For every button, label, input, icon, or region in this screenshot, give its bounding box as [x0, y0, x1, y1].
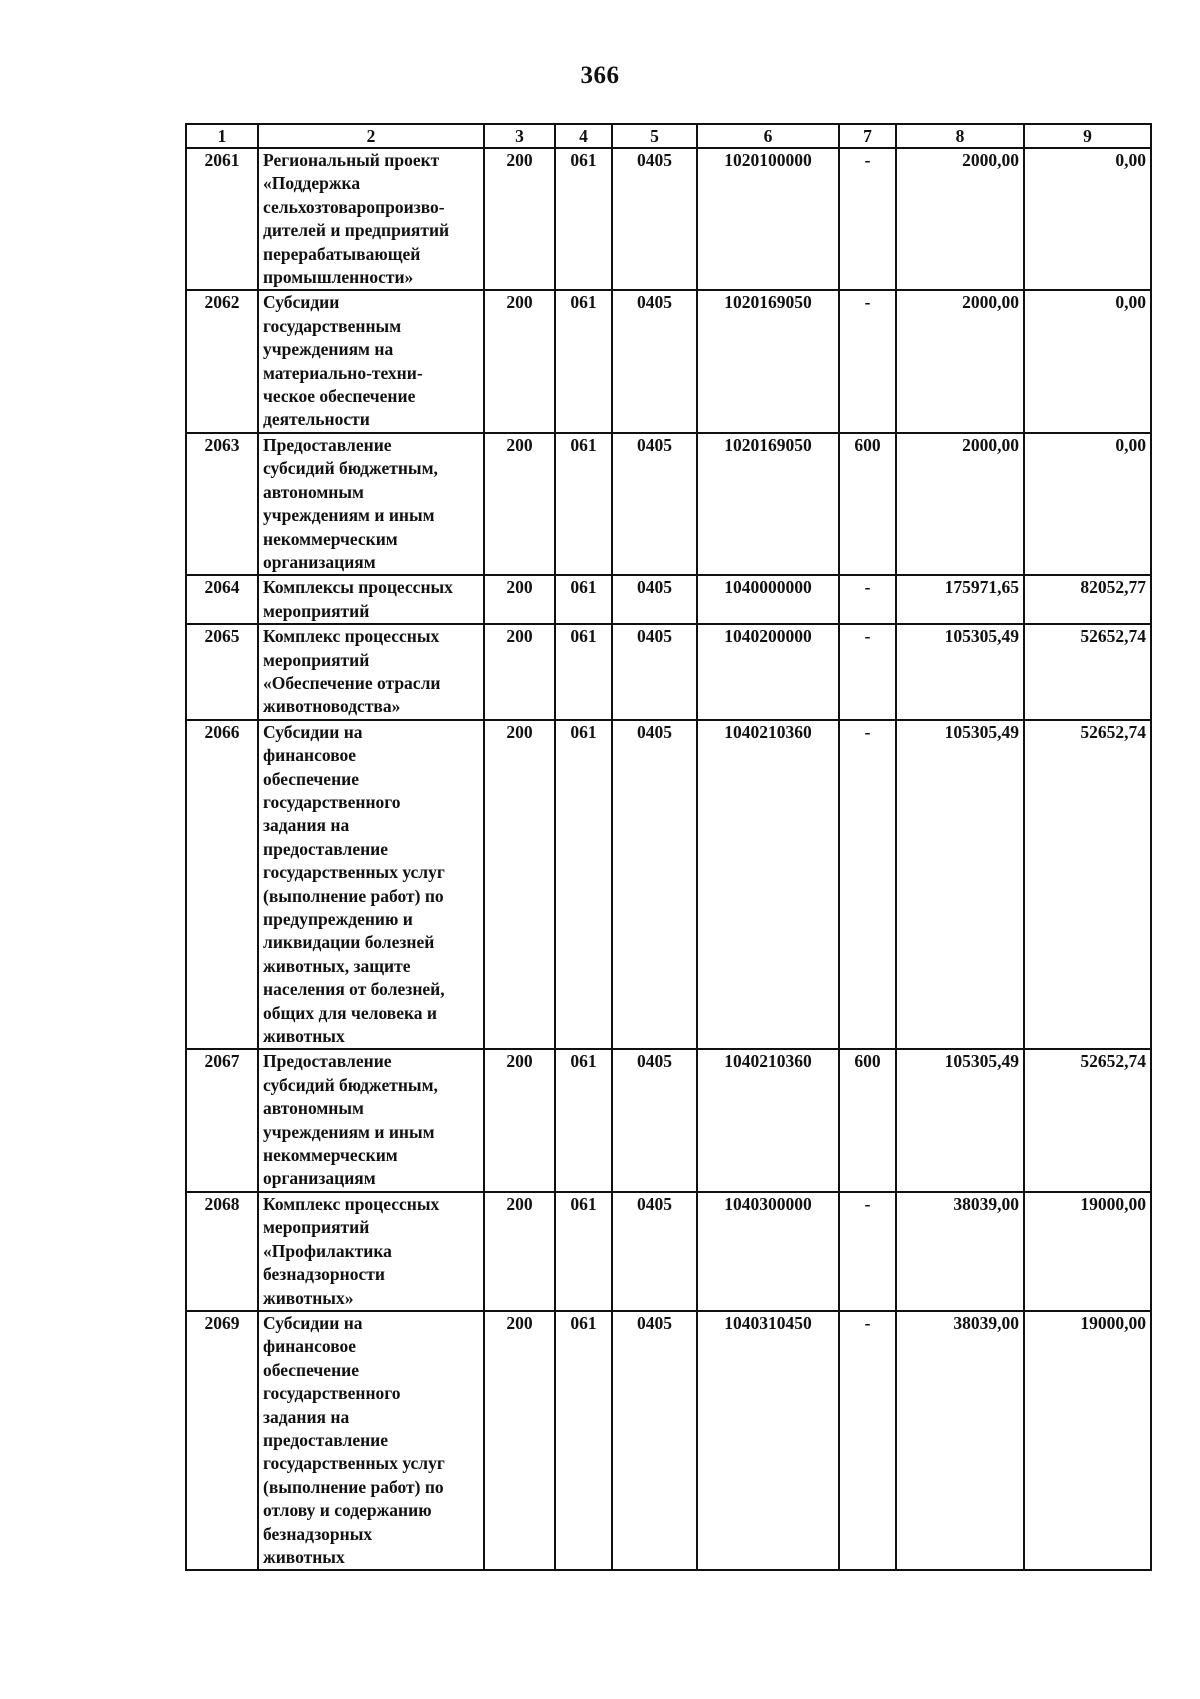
column-header-1: 1 [186, 124, 258, 148]
item-name-line: деятельности [263, 409, 370, 430]
col9-amount-cell: 19000,00 [1024, 1311, 1151, 1570]
item-name-line: государственным [263, 315, 402, 336]
row-number-cell: 2066 [186, 720, 258, 1050]
item-name-line: предоставление [263, 838, 389, 859]
item-name-line: «Поддержка [263, 173, 361, 194]
item-name-line: ческое обеспечение [263, 386, 416, 407]
row-number-cell: 2067 [186, 1049, 258, 1191]
col9-amount-cell: 52652,74 [1024, 624, 1151, 720]
item-name-line: Субсидии на [263, 721, 363, 742]
table-row [186, 148, 1151, 290]
item-name-cell [258, 1192, 484, 1311]
col7-cell: - [839, 148, 896, 290]
column-header-2: 2 [258, 124, 484, 148]
budget-table [185, 123, 1152, 1571]
item-name-cell [258, 1049, 484, 1191]
item-name-line: животных, защите [263, 955, 411, 976]
row-number-cell: 2064 [186, 575, 258, 624]
col6-cell: 1040300000 [697, 1192, 839, 1311]
col6-cell: 1040210360 [697, 720, 839, 1050]
col3-cell: 200 [484, 1192, 555, 1311]
item-name-line: животных [263, 1546, 345, 1567]
item-name-line: дителей и предприятий [263, 220, 450, 241]
item-name-line: безнадзорности [263, 1264, 385, 1285]
item-name-line: автономным [263, 1098, 364, 1119]
col3-cell: 200 [484, 290, 555, 432]
table-row [186, 720, 1151, 1050]
item-name-line: животноводства» [263, 696, 401, 717]
item-name-line: автономным [263, 481, 364, 502]
col8-amount-cell: 2000,00 [896, 148, 1024, 290]
col6-cell: 1020169050 [697, 290, 839, 432]
col8-amount-cell: 38039,00 [896, 1192, 1024, 1311]
table-body [186, 148, 1151, 1570]
col4-cell: 061 [555, 148, 612, 290]
col5-cell: 0405 [612, 1049, 697, 1191]
col4-cell: 061 [555, 433, 612, 575]
item-name-line: обеспечение [263, 1359, 360, 1380]
col9-amount-cell: 0,00 [1024, 148, 1151, 290]
table-header [186, 124, 1151, 148]
col8-amount-cell: 175971,65 [896, 575, 1024, 624]
item-name-line: ликвидации болезней [263, 932, 435, 953]
item-name-line: финансовое [263, 1336, 357, 1357]
col5-cell: 0405 [612, 575, 697, 624]
column-header-6: 6 [697, 124, 839, 148]
column-header-7: 7 [839, 124, 896, 148]
col6-cell: 1040310450 [697, 1311, 839, 1570]
item-name-line: промышленности» [263, 267, 414, 288]
col4-cell: 061 [555, 1192, 612, 1311]
col9-amount-cell: 82052,77 [1024, 575, 1151, 624]
item-name-line: субсидий бюджетным, [263, 1074, 438, 1095]
col4-cell: 061 [555, 1311, 612, 1570]
item-name-cell [258, 575, 484, 624]
item-name-line: государственных услуг [263, 862, 445, 883]
page-number: 366 [580, 62, 620, 89]
col5-cell: 0405 [612, 1192, 697, 1311]
item-name-line: отлову и содержанию [263, 1500, 432, 1521]
item-name-line: мероприятий [263, 600, 370, 621]
item-name-line: задания на [263, 1406, 350, 1427]
item-name-line: учреждениям и иным [263, 1121, 435, 1142]
item-name-cell [258, 148, 484, 290]
col5-cell: 0405 [612, 148, 697, 290]
col4-cell: 061 [555, 290, 612, 432]
table-row [186, 1311, 1151, 1570]
col9-amount-cell: 19000,00 [1024, 1192, 1151, 1311]
item-name-line: предупреждению и [263, 909, 413, 929]
item-name-cell [258, 1311, 484, 1570]
column-header-9: 9 [1024, 124, 1151, 148]
item-name-line: материально-техни- [263, 362, 423, 383]
col3-cell: 200 [484, 1311, 555, 1570]
item-name-line: «Обеспечение отрасли [263, 672, 441, 693]
table-row [186, 1192, 1151, 1311]
col7-cell: 600 [839, 1049, 896, 1191]
col8-amount-cell: 2000,00 [896, 433, 1024, 575]
table-row [186, 1049, 1151, 1191]
item-name-line: населения от болезней, [263, 979, 445, 1000]
item-name-line: Комплекс процессных [263, 1193, 440, 1214]
col7-cell: 600 [839, 433, 896, 575]
col9-amount-cell: 0,00 [1024, 290, 1151, 432]
item-name-line: финансовое [263, 745, 357, 766]
item-name-line: государственного [263, 791, 401, 812]
row-number-cell: 2068 [186, 1192, 258, 1311]
table-row [186, 290, 1151, 432]
item-name-line: субсидий бюджетным, [263, 458, 438, 479]
col5-cell: 0405 [612, 433, 697, 575]
col5-cell: 0405 [612, 1311, 697, 1570]
item-name-line: животных [263, 1026, 345, 1047]
col8-amount-cell: 105305,49 [896, 624, 1024, 720]
col3-cell: 200 [484, 1049, 555, 1191]
col7-cell: - [839, 624, 896, 720]
item-name-line: (выполнение работ) по [263, 1476, 444, 1497]
item-name-line: Предоставление [263, 434, 392, 455]
col8-amount-cell: 105305,49 [896, 720, 1024, 1050]
item-name-line: мероприятий [263, 1217, 370, 1238]
col8-amount-cell: 105305,49 [896, 1049, 1024, 1191]
item-name-line: учреждениям и иным [263, 505, 435, 526]
col3-cell: 200 [484, 148, 555, 290]
item-name-line: (выполнение работ) по [263, 885, 444, 906]
col4-cell: 061 [555, 1049, 612, 1191]
item-name-line: Региональный проект [263, 150, 440, 170]
item-name-line: Предоставление [263, 1051, 392, 1072]
col7-cell: - [839, 1192, 896, 1311]
item-name-cell [258, 720, 484, 1050]
row-number-cell: 2069 [186, 1311, 258, 1570]
col6-cell: 1040200000 [697, 624, 839, 720]
item-name-line: мероприятий [263, 649, 370, 670]
item-name-line: государственных услуг [263, 1453, 445, 1474]
col8-amount-cell: 38039,00 [896, 1311, 1024, 1570]
col3-cell: 200 [484, 433, 555, 575]
column-header-3: 3 [484, 124, 555, 148]
item-name-line: обеспечение [263, 768, 360, 789]
row-number-cell: 2061 [186, 148, 258, 290]
item-name-line: государственного [263, 1383, 401, 1404]
item-name-line: безнадзорных [263, 1523, 373, 1544]
col3-cell: 200 [484, 575, 555, 624]
item-name-line: Субсидии на [263, 1312, 363, 1333]
col3-cell: 200 [484, 624, 555, 720]
item-name-line: некоммерческим [263, 528, 398, 549]
col7-cell: - [839, 290, 896, 432]
col3-cell: 200 [484, 720, 555, 1050]
col7-cell: - [839, 1311, 896, 1570]
column-header-4: 4 [555, 124, 612, 148]
item-name-line: «Профилактика [263, 1240, 392, 1261]
row-number-cell: 2062 [186, 290, 258, 432]
col6-cell: 1040210360 [697, 1049, 839, 1191]
item-name-cell [258, 433, 484, 575]
col5-cell: 0405 [612, 290, 697, 432]
col6-cell: 1020169050 [697, 433, 839, 575]
column-header-5: 5 [612, 124, 697, 148]
col4-cell: 061 [555, 624, 612, 720]
table-row [186, 624, 1151, 720]
col9-amount-cell: 52652,74 [1024, 1049, 1151, 1191]
row-number-cell: 2065 [186, 624, 258, 720]
col4-cell: 061 [555, 720, 612, 1050]
item-name-line: некоммерческим [263, 1145, 398, 1166]
item-name-cell [258, 290, 484, 432]
col7-cell: - [839, 720, 896, 1050]
col7-cell: - [839, 575, 896, 624]
row-number-cell: 2063 [186, 433, 258, 575]
col9-amount-cell: 52652,74 [1024, 720, 1151, 1050]
item-name-line: перерабатывающей [263, 243, 421, 264]
item-name-line: Субсидии [263, 292, 340, 313]
table-row [186, 575, 1151, 624]
item-name-line: Комплексы процессных [263, 577, 453, 598]
item-name-line: животных» [263, 1287, 354, 1308]
col8-amount-cell: 2000,00 [896, 290, 1024, 432]
item-name-line: Комплекс процессных [263, 626, 440, 647]
column-header-8: 8 [896, 124, 1024, 148]
item-name-line: предоставление [263, 1429, 389, 1450]
header-row [186, 124, 1151, 148]
item-name-line: организациям [263, 551, 376, 572]
col4-cell: 061 [555, 575, 612, 624]
table-row [186, 433, 1151, 575]
item-name-line: сельхозтоваропроизво- [263, 196, 445, 217]
item-name-cell [258, 624, 484, 720]
item-name-line: общих для человека и [263, 1002, 438, 1023]
col9-amount-cell: 0,00 [1024, 433, 1151, 575]
item-name-line: учреждениям на [263, 339, 394, 360]
col5-cell: 0405 [612, 624, 697, 720]
col5-cell: 0405 [612, 720, 697, 1050]
col6-cell: 1020100000 [697, 148, 839, 290]
item-name-line: организациям [263, 1168, 376, 1189]
col6-cell: 1040000000 [697, 575, 839, 624]
item-name-line: задания на [263, 815, 350, 836]
